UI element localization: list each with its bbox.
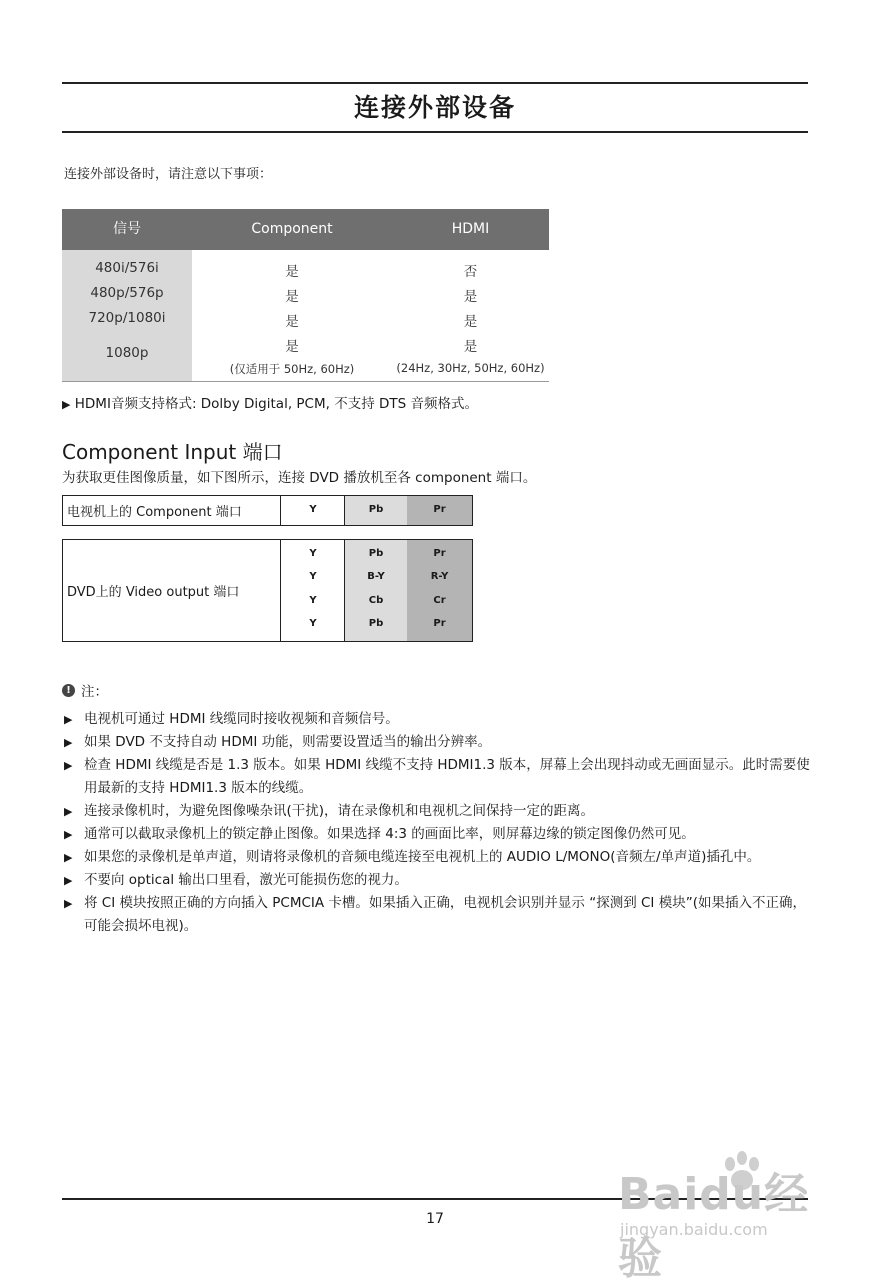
bullet-triangle-icon: ▶ (64, 874, 73, 887)
bullet-triangle-icon: ▶ (64, 713, 73, 726)
hdmi-audio-text: HDMI音频支持格式: Dolby Digital, PCM, 不支持 DTS 音频格式。 (74, 396, 478, 412)
tv-port-table (62, 495, 473, 526)
note-text: 电视机可通过 HDMI 线缆同时接收视频和音频信号。 (84, 711, 399, 727)
dvd-port-table (62, 539, 473, 642)
list-item (62, 754, 812, 800)
bullet-triangle-icon: ▶ (64, 828, 73, 841)
port-cell: Pr (433, 548, 446, 559)
list-item (62, 869, 812, 892)
dvd-col-y (282, 540, 345, 641)
hdmi-cell: 否 (463, 264, 478, 280)
signal-table-header (62, 209, 549, 250)
watermark-url: jingyan.baidu.com (620, 1220, 768, 1239)
list-item (62, 846, 812, 869)
notes-heading-text: 注： (81, 684, 108, 700)
note-text: 检查 HDMI 线缆是否是 1.3 版本。如果 HDMI 线缆不支持 HDMI1.3 版本，屏幕上会出现抖动或无画面显示。此时需要使用最新的支持 HDMI1.3 版本的线缆。 (84, 757, 810, 796)
component-cell: 是 (285, 289, 299, 305)
exclamation-icon: ! (62, 684, 75, 697)
component-cell: 是 (285, 314, 299, 330)
list-item (62, 800, 812, 823)
bullet-triangle-icon: ▶ (64, 851, 73, 864)
port-cell: R-Y (430, 571, 449, 582)
list-item (62, 731, 812, 754)
port-cell: Pr (433, 618, 446, 629)
dvd-col-pr (407, 540, 472, 641)
port-cell: Y (309, 548, 317, 559)
port-cell: Pb (368, 618, 384, 629)
bullet-triangle-icon: ▶ (64, 805, 73, 818)
port-cell: Cr (433, 595, 446, 606)
baidu-watermark (610, 1150, 840, 1284)
note-text: 不要向 optical 输出口里看，激光可能损伤您的视力。 (84, 872, 408, 888)
hdmi-cell: 是 (463, 339, 478, 355)
tv-col-pb (345, 496, 407, 525)
signal-table (62, 209, 549, 381)
port-cell: Y (309, 571, 317, 582)
note-text: 连接录像机时，为避免图像噪杂讯(干扰)，请在录像机和电视机之间保持一定的距离。 (84, 803, 595, 819)
list-item (62, 823, 812, 846)
note-text: 如果您的录像机是单声道，则请将录像机的音频电缆连接至电视机上的 AUDIO L/MONO(音频左/单声道)插孔中。 (84, 849, 761, 865)
intro-text: 连接外部设备时，请注意以下事项： (64, 167, 273, 182)
note-text: 如果 DVD 不支持自动 HDMI 功能，则需要设置适当的输出分辨率。 (84, 734, 492, 750)
component-section-title: Component Input 端口 (62, 440, 283, 464)
dvd-col-pb (345, 540, 407, 641)
title-underline (62, 131, 808, 133)
bullet-triangle-icon: ▶ (62, 398, 71, 411)
component-cell: 是 (285, 339, 299, 355)
port-cell: Cb (368, 595, 384, 606)
signal-cell: 720p/1080i (88, 310, 166, 326)
component-note: (仅适用于 50Hz, 60Hz) (229, 362, 355, 376)
port-cell: Y (309, 504, 317, 515)
signal-table-body (62, 250, 549, 382)
tv-col-y (282, 496, 345, 525)
page-number: 17 (426, 1211, 444, 1227)
hdmi-cell: 是 (463, 314, 478, 330)
header-component: Component (251, 221, 333, 237)
note-text: 将 CI 模块按照正确的方向插入 PCMCIA 卡槽。如果插入正确，电视机会识别并显示 “探测到 CI 模块”(如果插入不正确，可能会损坏电视)。 (84, 895, 806, 934)
notes-list (62, 708, 812, 938)
list-item (62, 892, 812, 938)
tv-port-label: 电视机上的 Component 端口 (63, 496, 281, 525)
page-title: 连接外部设备 (353, 93, 516, 122)
component-cell: 是 (285, 264, 299, 280)
hdmi-cell: 是 (463, 289, 478, 305)
port-cell: Pr (433, 504, 446, 515)
signal-cell: 1080p (105, 345, 149, 361)
bullet-triangle-icon: ▶ (64, 897, 73, 910)
dvd-port-label: DVD上的 Video output 端口 (63, 540, 281, 641)
top-rule (62, 82, 808, 84)
signal-cell: 480i/576i (95, 260, 159, 276)
port-cell: B-Y (367, 571, 385, 582)
port-cell: Pb (368, 548, 384, 559)
note-text: 通常可以截取录像机上的锁定静止图像。如果选择 4:3 的画面比率，则屏幕边缘的锁定图像仍然可见。 (84, 826, 695, 842)
bullet-triangle-icon: ▶ (64, 736, 73, 749)
header-signal: 信号 (113, 221, 141, 237)
component-section-description: 为获取更佳图像质量，如下图所示，连接 DVD 播放机至各 component 端口。 (62, 470, 537, 486)
hdmi-note: (24Hz, 30Hz, 50Hz, 60Hz) (396, 361, 545, 375)
signal-cell: 480p/576p (90, 285, 164, 301)
port-cell: Pb (368, 504, 384, 515)
hdmi-audio-note (62, 392, 478, 412)
list-item (62, 708, 812, 731)
port-cell: Y (309, 618, 317, 629)
watermark-logo: Baidu经验 (618, 1169, 810, 1284)
notes-heading (62, 680, 108, 700)
port-cell: Y (309, 595, 317, 606)
tv-col-pr (407, 496, 472, 525)
bullet-triangle-icon: ▶ (64, 759, 73, 772)
header-hdmi: HDMI (451, 221, 490, 237)
